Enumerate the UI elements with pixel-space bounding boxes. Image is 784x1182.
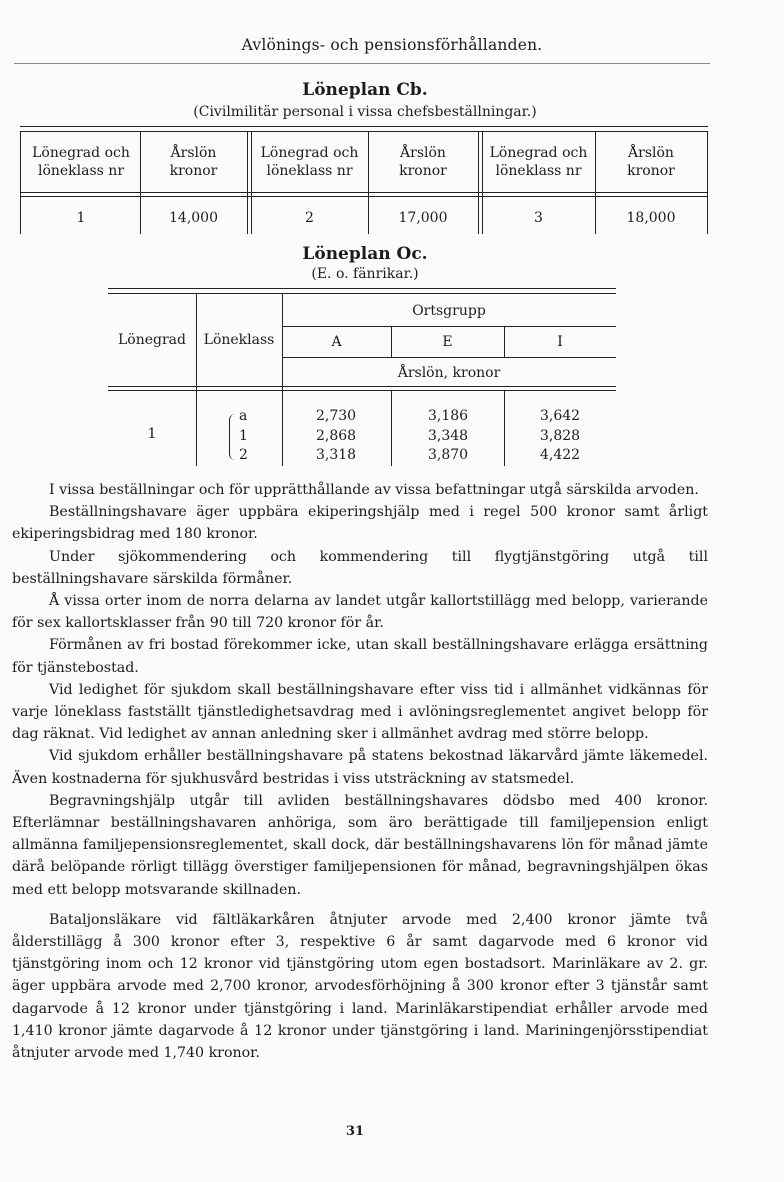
- paragraph: Bataljonsläkare vid fältläkarkåren åtnjuter arvode med 2,400 kronor jämte två ålderstillägg å 300 kronor efter 3, respektive 6 år samt dagarvode med 6 kronor vid tjänstgöring inom och 12 kronor vid tjänstgöring utom egen bostadsort. Marinläkare av 2. gr. äger uppbära arvode med 2,700 kronor, arvodesförhöjning å 300 kronor efter 3 tjänstår samt dagarvode å 12 kronor under tjänstgöring i land. Marinläkarstipendiat erhåller arvode med 1,410 kronor jämte dagarvode å 12 kronor under tjänstgöring i land. Mariningenjörsstipendiat åtnjuter arvode med 1,740 kronor.: [12, 911, 708, 1062]
- oc-value-cell: 3,828: [540, 427, 581, 444]
- oc-class-cell: a: [239, 408, 248, 424]
- group-label: E: [442, 334, 453, 350]
- header-loneklass: Löneklass: [203, 332, 275, 348]
- oc-value-cell: 3,348: [428, 427, 469, 444]
- column-divider: [196, 293, 197, 466]
- column-divider: [504, 390, 505, 466]
- column-divider: [391, 390, 392, 466]
- groups-rule: [282, 357, 616, 358]
- header-arslon-line1: Årslön: [400, 145, 446, 161]
- header-arslon-line1: Årslön: [628, 145, 674, 161]
- cb-grade-cell: 1: [76, 210, 86, 226]
- header-lonegrad: [482, 144, 595, 180]
- header-lonegrad-line2: löneklass nr: [266, 163, 353, 179]
- ortsgrupp-rule: [282, 326, 616, 327]
- running-title: Avlönings- och pensionsförhållanden.: [241, 36, 543, 54]
- table-top-rule: [108, 293, 616, 294]
- paragraph: I vissa beställningar och för upprätthållande av vissa befattningar utgå särskilda arvoden.: [49, 482, 699, 498]
- table-top-rule: [20, 131, 708, 132]
- header-lonegrad: Lönegrad: [118, 332, 186, 348]
- header-arslon-line1: Årslön: [170, 145, 217, 161]
- column-divider: [707, 131, 708, 234]
- column-divider: [478, 131, 479, 234]
- oc-value-cell: 3,318: [316, 447, 357, 463]
- oc-value-cell: 2,730: [316, 408, 357, 424]
- header-rule: [20, 192, 708, 193]
- plan-oc-subtitle: (E. o. fänrikar.): [311, 266, 419, 282]
- header-arslon-line2: kronor: [169, 163, 218, 179]
- cb-salary-cell: 14,000: [169, 210, 218, 226]
- oc-class-cell: 2: [239, 447, 248, 463]
- oc-value-cell: 3,642: [540, 408, 581, 424]
- cb-salary-cell: 17,000: [398, 210, 448, 226]
- column-divider: [247, 131, 248, 234]
- plan-oc-table: [108, 288, 616, 466]
- header-unit: Årslön, kronor: [397, 365, 501, 381]
- class-brace: [229, 414, 237, 460]
- paragraph: Vid sjukdom erhåller beställningshavare på statens bekostnad läkarvård jämte läkemedel. Även kostnaderna för sjukhusvård bestridas i viss utsträckning av statsmedel.: [12, 748, 708, 787]
- cb-grade-cell: 2: [305, 210, 314, 226]
- header-rule: [108, 386, 616, 387]
- header-rule: [20, 196, 708, 197]
- header-lonegrad-line2: löneklass nr: [495, 163, 582, 179]
- header-arslon: [595, 144, 707, 180]
- header-arslon: [368, 144, 478, 180]
- header-lonegrad-line1: Lönegrad och: [489, 145, 588, 161]
- oc-class-cell: 1: [239, 427, 248, 444]
- plan-oc-title: Löneplan Oc.: [302, 244, 428, 264]
- cb-salary-cell: 18,000: [626, 210, 676, 226]
- group-label: A: [331, 334, 342, 350]
- oc-grade-cell: 1: [147, 426, 157, 442]
- header-lonegrad-line1: Lönegrad och: [32, 145, 130, 161]
- column-divider: [20, 131, 21, 234]
- body-text: [12, 479, 708, 1064]
- table-top-rule: [108, 288, 616, 289]
- header-ortsgrupp: Ortsgrupp: [412, 303, 486, 319]
- paragraph: Vid ledighet för sjukdom skall beställningshavare efter viss tid i allmänhet vidkännas för varje löneklass fastställt tjänstledighetsavdrag med i avlöningsreglementet angivet belopp för dag räknat. Vid ledighet av annan anledning sker i allmänhet avdrag med större belopp.: [12, 681, 708, 743]
- paragraph: Å vissa orter inom de norra delarna av landet utgår kallortstillägg med belopp, varierande för sex kallortsklasser från 90 till 720 kronor för år.: [12, 593, 708, 632]
- header-lonegrad: [251, 144, 368, 180]
- header-arslon: [140, 144, 247, 180]
- paragraph: Under sjökommendering och kommendering till flygtjänstgöring utgå till beställningshavare särskilda förmåner.: [12, 548, 708, 587]
- header-lonegrad-line1: Lönegrad och: [260, 145, 359, 161]
- cb-grade-cell: 3: [534, 210, 543, 226]
- header-arslon-line2: kronor: [399, 163, 447, 179]
- group-label: I: [557, 334, 563, 350]
- header-rule: [14, 63, 710, 64]
- page-number: 31: [345, 1124, 365, 1139]
- oc-value-cell: 3,186: [428, 408, 469, 424]
- plan-cb-title: Löneplan Cb.: [302, 80, 428, 100]
- oc-value-cell: 2,868: [316, 427, 357, 444]
- header-rule: [108, 390, 616, 391]
- header-lonegrad: [22, 144, 140, 180]
- table-top-rule: [20, 126, 708, 127]
- paragraph: Beställningshavare äger uppbära ekiperingshjälp med i regel 500 kronor samt årligt ekiperingsbidrag med 180 kronor.: [12, 504, 708, 543]
- oc-value-cell: 3,870: [428, 447, 469, 463]
- plan-cb-subtitle: (Civilmilitär personal i vissa chefsbeställningar.): [193, 104, 537, 120]
- header-lonegrad-line2: löneklass nr: [37, 163, 125, 179]
- plan-cb-table: [20, 126, 708, 234]
- paragraph: Förmånen av fri bostad förekommer icke, utan skall beställningshavare erlägga ersättning för tjänstebostad.: [12, 637, 708, 676]
- header-arslon-line2: kronor: [627, 163, 675, 179]
- paragraph: Begravningshjälp utgår till avliden beställningshavares dödsbo med 400 kronor. Efterlämnar beställningshavaren anhöriga, som äro berättigade till familjepension enligt allmänna familjepensionsreglementet, skall dock, där beställningshavarens lön för månad jämte därå belöpande rörligt tillägg överstiger familjepensionen för månad, begravningshjälpen ökas med ett belopp motsvarande skillnaden.: [12, 792, 708, 898]
- oc-value-cell: 4,422: [540, 447, 581, 463]
